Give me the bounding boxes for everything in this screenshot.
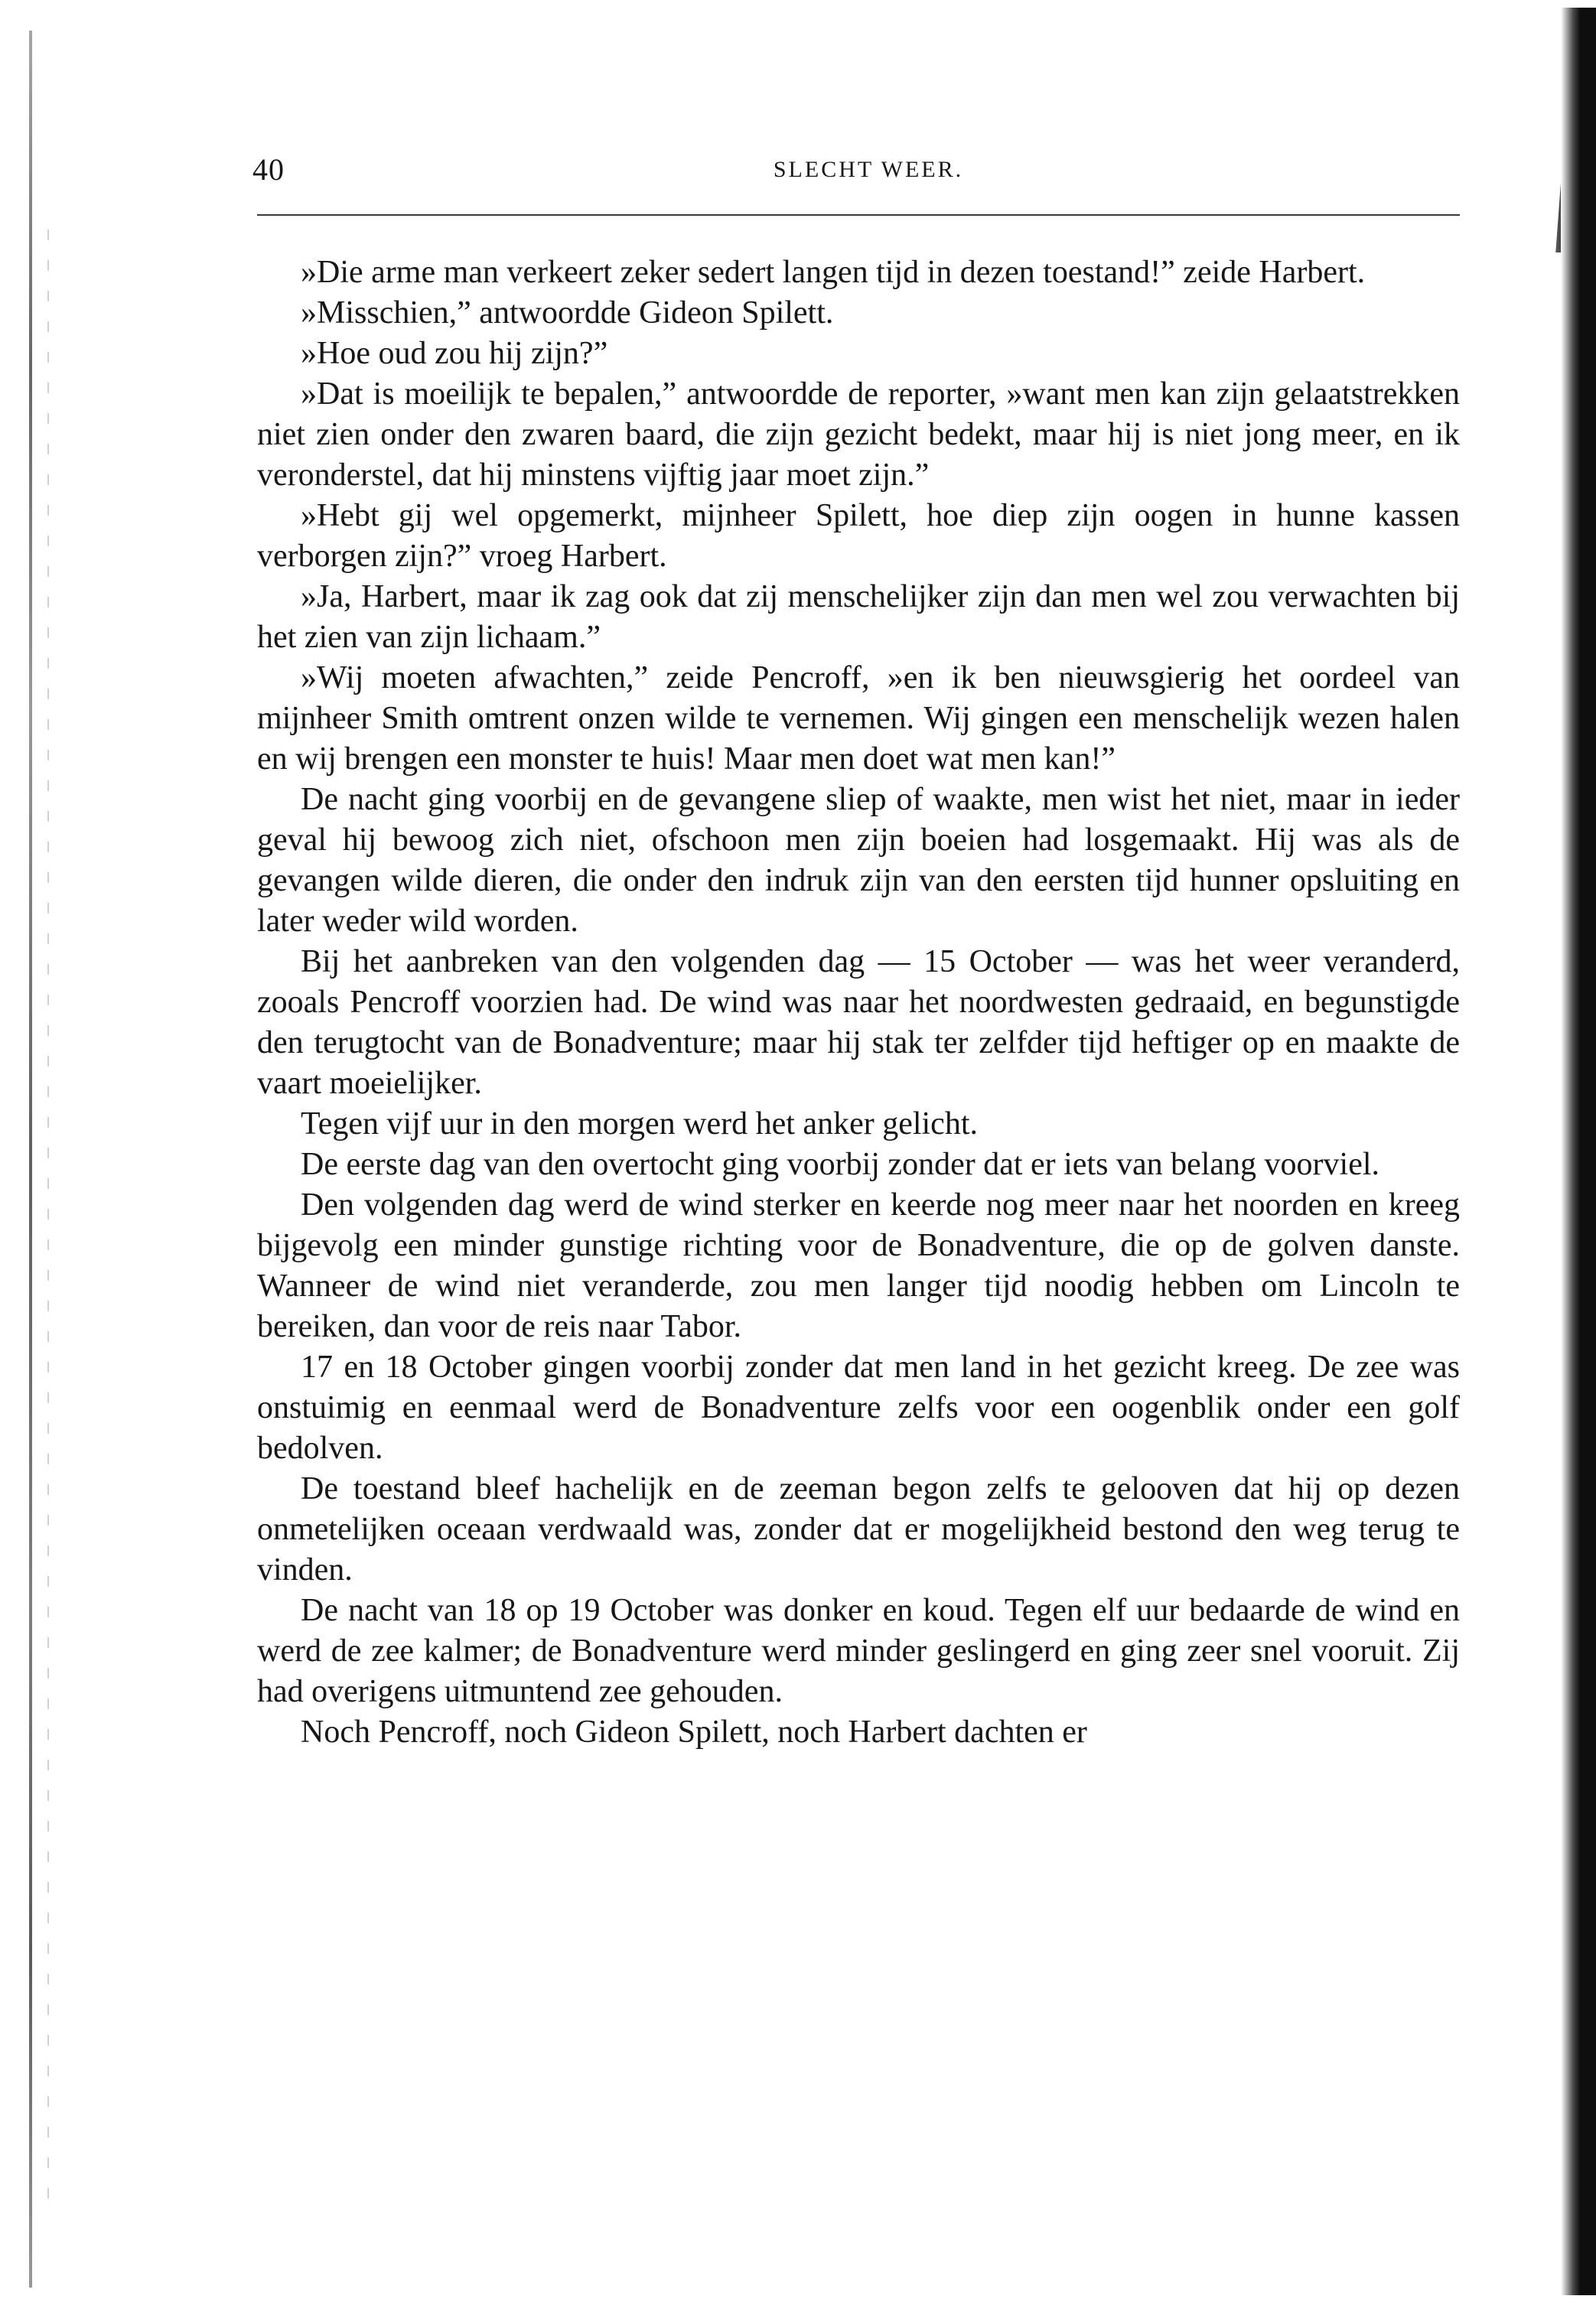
paragraph: Bij het aanbreken van den volgenden dag — 15 October — was het weer veranderd, zooals Pencroff voorzien had. De wind was naar het noordwesten gedraaid, en begunstigde den terugtocht van de Bonadventure; maar hij stak ter zelfder tijd heftiger op en maakte de vaart moeielijker. xyxy=(257,944,1460,1101)
paragraph: »Dat is moeilijk te bepalen,” antwoordde de reporter, »want men kan zijn gelaatstrekken niet zien onder den zwaren baard, die zijn gezicht bedekt, maar hij is niet jong meer, en ik veronderstel, dat hij minstens vijftig jaar moet zijn.” xyxy=(257,376,1460,493)
page-number: 40 xyxy=(252,152,285,187)
header-rule xyxy=(257,214,1460,216)
page-header xyxy=(252,151,1461,197)
paragraph: »Hebt gij wel opgemerkt, mijnheer Spilett, hoe diep zijn oogen in hunne kassen verborgen zijn?” vroeg Harbert. xyxy=(257,498,1460,574)
paragraph: Noch Pencroff, noch Gideon Spilett, noch Harbert dachten er xyxy=(301,1715,1087,1750)
body-text xyxy=(257,252,1460,1753)
paragraph: »Ja, Harbert, maar ik zag ook dat zij menschelijker zijn dan men wel zou verwachten bij het zien van zijn lichaam.” xyxy=(257,579,1460,655)
paragraph: 17 en 18 October gingen voorbij zonder dat men land in het gezicht kreeg. De zee was onstuimig en eenmaal werd de Bonadventure zelfs voor een oogenblik onder een golf bedolven. xyxy=(257,1350,1460,1466)
paragraph: Tegen vijf uur in den morgen werd het anker gelicht. xyxy=(301,1106,978,1141)
paragraph: De nacht ging voorbij en de gevangene sliep of waakte, men wist het niet, maar in ieder geval hij bewoog zich niet, ofschoon men zijn boeien had losgemaakt. Hij was als de gevangen wilde dieren, die onder den indruk zijn van den eersten tijd hunner opsluiting en later weder wild worden. xyxy=(257,782,1460,939)
paragraph: De toestand bleef hachelijk en de zeeman begon zelfs te gelooven dat hij op dezen onmetelijken oceaan verdwaald was, zonder dat er mogelijkheid bestond den weg terug te vinden. xyxy=(257,1471,1460,1588)
running-head: SLECHT WEER. xyxy=(773,157,964,182)
paragraph: De nacht van 18 op 19 October was donker en koud. Tegen elf uur bedaarde de wind en werd de zee kalmer; de Bonadventure werd minder geslingerd en ging zeer snel vooruit. Zij had overigens uitmuntend zee gehouden. xyxy=(257,1593,1460,1709)
paragraph: »Wij moeten afwachten,” zeide Pencroff, »en ik ben nieuwsgierig het oordeel van mijnheer Smith omtrent onzen wilde te vernemen. Wij gingen een menschelijk wezen halen en wij brengen een monster te huis! Maar men doet wat men kan!” xyxy=(257,660,1460,777)
paragraph: »Hoe oud zou hij zijn?” xyxy=(301,336,608,371)
paragraph: »Die arme man verkeert zeker sedert langen tijd in dezen toestand!” zeide Harbert. xyxy=(301,255,1366,290)
paragraph: De eerste dag van den overtocht ging voorbij zonder dat er iets van belang voorviel. xyxy=(301,1147,1380,1182)
page-right-edge-shadow xyxy=(1561,8,1596,2295)
paragraph: »Misschien,” antwoordde Gideon Spilett. xyxy=(301,295,834,331)
page-left-edge-shadow xyxy=(29,31,32,2288)
paragraph: Den volgenden dag werd de wind sterker en keerde nog meer naar het noorden en kreeg bijgevolg een minder gunstige richting voor de Bonadventure, die op de golven danste. Wanneer de wind niet veranderde, zou men langer tijd noodig hebben om Lincoln te bereiken, dan voor de reis naar Tabor. xyxy=(257,1187,1460,1344)
page-left-edge-marks xyxy=(47,230,49,2219)
